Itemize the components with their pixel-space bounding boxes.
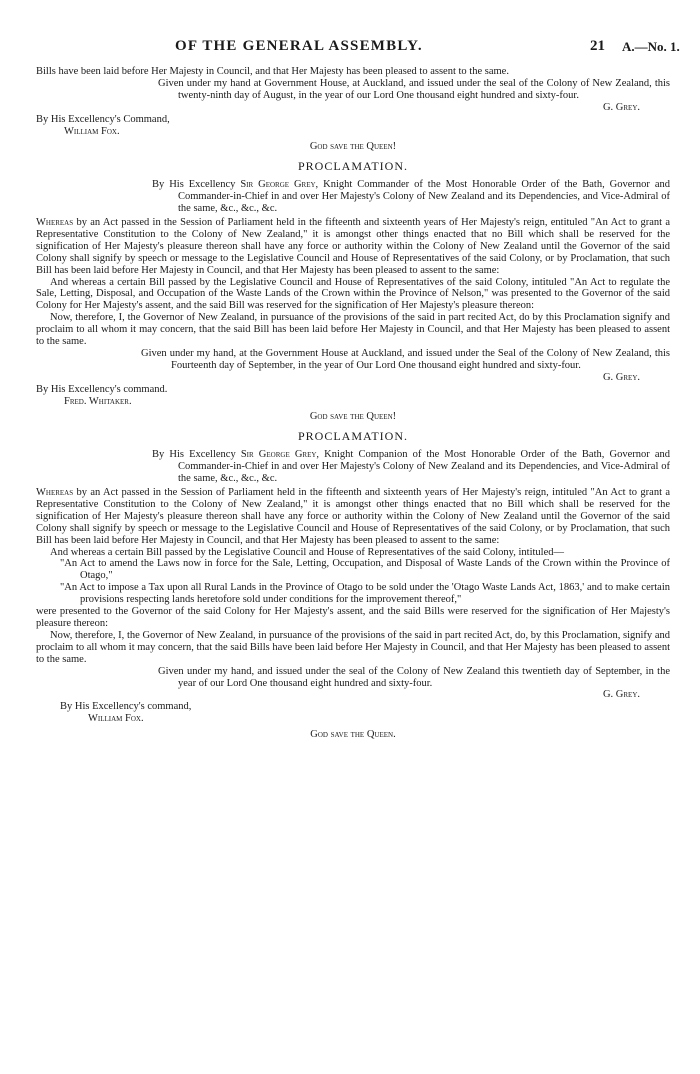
proclamation-1-by-name: Sir George Grey,	[240, 179, 319, 191]
proclamation-1-now-therefore: Now, therefore, I, the Governor of New Zealand, in pursuance of the provisions of the said in part recited Act, do by this Proclamation signify and proclaim to all whom it may concern, that the said Bill has been laid before Her Majesty in Council, and that Her Majesty has been pleased to assent to the same.	[36, 312, 670, 348]
proclamation-1-whereas	[36, 217, 670, 277]
proclamation-1-whereas-word: Whereas	[36, 216, 74, 228]
top-signature: G. Grey.	[602, 101, 640, 113]
proclamation-2-quote-2: "An Act to impose a Tax upon all Rural Lands in the Province of Otago to be sold under the 'Otago Waste Lands Act, 1863,' and to make certain provisions respecting lands heretofore sold under conditions for the improvement thereof,"	[60, 582, 670, 606]
proclamation-2-whereas-text: by an Act passed in the Session of Parliament held in the fifteenth and sixteenth years of Her Majesty's reign, intituled "An Act to grant a Representative Constitution to the Colony of New Zealand," it is amongst other things enacted that no Bill which shall be reserved for the signification of Her Majesty's pleasure thereon shall have any force or authority within the Colony of New Zealand until the Governor of the said Colony shall signify by speech or message to the Legislative Council and House of Representatives of the said Colony, or by Proclamation, that such Bill has been laid before Her Majesty in Council, and that Her Majesty has been pleased to assent to the same:	[36, 487, 670, 546]
proclamation-1-and-whereas: And whereas a certain Bill passed by the Legislative Council and House of Representatives of the said Colony, intituled "An Act to regulate the Sale, Letting, Disposal, and Occupation of the Waste Lands of the Crown within the Province of Nelson," was presented to the Governor of the said Colony for Her Majesty's assent, and the said Bill was reserved for the signification of Her Majesty's pleasure thereon:	[36, 276, 670, 312]
proclamation-2-by-command: By His Excellency's command,	[60, 701, 192, 713]
proclamation-1-officer: Fred. Whitaker.	[64, 395, 132, 407]
proclamation-2-signature: G. Grey.	[602, 689, 640, 701]
proclamation-1-by-rest: Knight Commander of the Most Honorable Order of the Bath, Governor and Commander-in-Chief in and over Her Majesty's Colony of New Zealand and its Dependencies, and Vice-Admiral of the same, &c., &c., &c.	[178, 179, 671, 215]
top-given-paragraph: Given under my hand at Government House, at Auckland, and issued under the seal of the Colony of New Zealand, this twenty-ninth day of August, in the year of our Lord One thousand eight hundred and sixty-four.	[158, 77, 670, 101]
proclamation-2-by-prefix: By His Excellency	[152, 449, 236, 461]
proclamation-2-whereas	[36, 487, 670, 547]
proclamation-1-by-prefix: By His Excellency	[152, 179, 236, 191]
top-by-command: By His Excellency's Command,	[36, 113, 170, 125]
page-number: 21	[590, 38, 605, 54]
proclamation-2-presented: were presented to the Governor of the said Colony for Her Majesty's assent, and the said Bills were reserved for the signification of Her Majesty's pleasure thereon:	[36, 606, 670, 629]
document-reference: A.—No. 1.	[622, 39, 680, 54]
proclamation-2-now-therefore: Now, therefore, I, the Governor of New Zealand, in pursuance of the provisions of the said in part recited Act, do, by this Proclamation, signify and proclaim to all whom it may concern, that the said Bills have been laid before Her Majesty in Council, and that Her Majesty has been pleased to assent to the same.	[36, 629, 670, 665]
proclamation-1-whereas-text: by an Act passed in the Session of Parliament held in the fifteenth and sixteenth years of Her Majesty's reign, entituled "An Act to grant a Representative Constitution to the Colony of New Zealand," it is amongst other things enacted that no Bill which shall be reserved for the signification of Her Majesty's pleasure thereon shall have any force or authority within the Colony of New Zealand until the Governor of the said Colony shall signify by speech or message to the Legislative Council and House of Representatives of the said Colony, or by Proclamation, that such Bill has been laid before Her Majesty in Council, and that Her Majesty has been pleased to assent to the same:	[36, 216, 671, 276]
proclamation-2-title: PROCLAMATION.	[297, 429, 408, 444]
proclamation-2-by-rest: Knight Companion of the Most Honorable Order of the Bath, Governor and Commander-in-Chief in and over Her Majesty's Colony of New Zealand and its Dependencies, and Vice-Admiral of the same, &c., &c., &c.	[178, 449, 671, 485]
proclamation-2-whereas-word: Whereas	[36, 487, 74, 498]
proclamation-1-by-line	[152, 179, 670, 215]
proclamation-2-god-save-the-queen: God save the Queen.	[310, 729, 396, 741]
proclamation-2-officer: William Fox.	[88, 713, 144, 725]
header-title: OF THE GENERAL ASSEMBLY.	[175, 38, 423, 54]
proclamation-2-by-name: Sir George Grey,	[240, 449, 320, 461]
top-intro-paragraph: Bills have been laid before Her Majesty in Council, and that Her Majesty has been pleased to assent to the same.	[36, 66, 509, 77]
proclamation-2-and-whereas: And whereas a certain Bill passed by the Legislative Council and House of Representatives of the said Colony, intituled—	[50, 546, 564, 558]
proclamation-1-signature: G. Grey.	[602, 371, 640, 383]
proclamation-1-given: Given under my hand, at the Government House at Auckland, and issued under the Seal of the Colony of New Zealand, this Fourteenth day of September, in the year of Our Lord One thousand eight hundred and sixty-four.	[141, 347, 670, 371]
proclamation-2-quote-1: "An Act to amend the Laws now in force for the Sale, Letting, Occupation, and Disposal of Waste Lands of the Crown within the Province of Otago,"	[60, 558, 670, 582]
top-god-save-the-queen: God save the Queen!	[309, 141, 397, 153]
proclamation-1-title: PROCLAMATION.	[297, 159, 408, 174]
page-body	[36, 66, 670, 747]
page-header	[0, 38, 700, 60]
proclamation-2-given: Given under my hand, and issued under the seal of the Colony of New Zealand this twentieth day of September, in the year of our Lord One thousand eight hundred and sixty-four.	[158, 665, 670, 689]
proclamation-2-by-line	[152, 449, 670, 485]
top-officer: William Fox.	[64, 125, 120, 137]
proclamation-1-by-command: By His Excellency's command.	[36, 383, 168, 395]
proclamation-1-god-save-the-queen: God save the Queen!	[309, 411, 397, 423]
